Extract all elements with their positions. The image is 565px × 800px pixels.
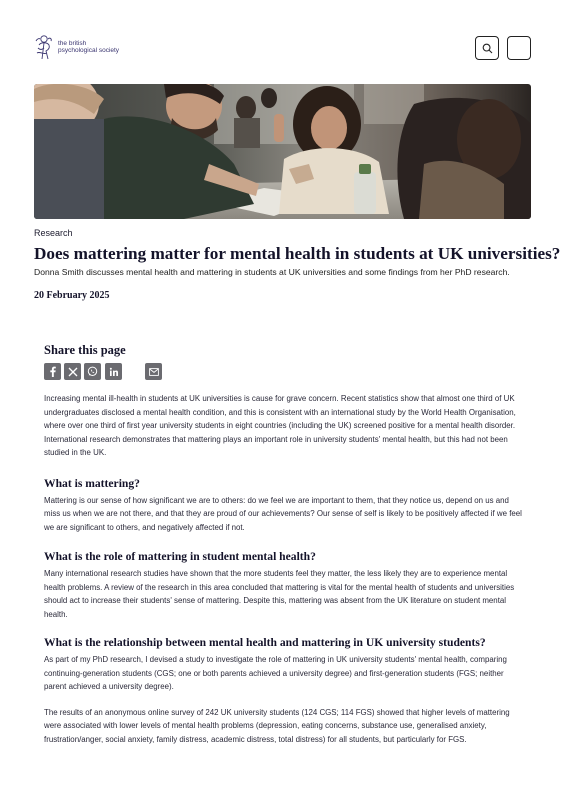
- logo-line1: the british: [58, 39, 87, 47]
- paragraph-relationship-1: As part of my PhD research, I devised a study to investigate the role of mattering in UK university students' mental health, comparing continuing-generation students (CGS; one or both parents achieved a university degree) and first-generation students (FGS; neither parent achieved a university degree).: [44, 655, 507, 691]
- article-body: [44, 392, 522, 746]
- whatsapp-icon: [87, 366, 98, 377]
- share-facebook-button[interactable]: [44, 363, 61, 380]
- search-icon: [482, 43, 493, 54]
- share-title: Share this page: [44, 343, 126, 357]
- paragraph-role-of-mattering: Many international research studies have shown that the more students feel they matter, the less likely they are to experience mental health problems. A review of the research in this area concluded that mattering is vital for the mental health of students and universities should act to increase their students' sense of mattering. Despite this, mattering was absent from the UK literature on student mental health.: [44, 569, 515, 619]
- share-x-button[interactable]: [64, 363, 81, 380]
- site-header: [0, 0, 565, 82]
- heading-role-of-mattering: What is the role of mattering in student mental health?: [44, 550, 316, 563]
- article-date: 20 February 2025: [34, 290, 110, 301]
- search-button[interactable]: [475, 36, 499, 60]
- logo-wordmark: [58, 40, 119, 55]
- article-subtitle: Donna Smith discusses mental health and mattering in students at UK universities and some findings from her PhD research.: [34, 267, 510, 277]
- article-title: Does mattering matter for mental health in students at UK universities?: [34, 244, 561, 263]
- paragraph-what-is-mattering: Mattering is our sense of how significant we are to others: do we feel we are important to them, that they notice us, depend on us and miss us when we are not there, and that they are proud of our achievements? Our sense of self is likely to be positively affected if we feel we are significant to others, and negatively affected if not.: [44, 495, 522, 532]
- intro-paragraph: Increasing mental ill-health in students at UK universities is cause for grave concern. Recent statistics show that almost one third of UK undergraduates disclosed a mental health condition, and this is consistent with an international study by the World Health Organisation, where over one third of first year university students in eight countries (including the UK) screened positive for a mental health disorder. International research demonstrates that mattering plays an important role in university students' mental health, but this had not been studied in the UK.: [44, 394, 516, 457]
- x-icon: [68, 367, 78, 377]
- hero-image: [34, 84, 531, 219]
- share-whatsapp-button[interactable]: [84, 363, 101, 380]
- email-icon: [149, 368, 159, 376]
- facebook-icon: [48, 366, 57, 377]
- paragraph-relationship-2: The results of an anonymous online survey of 242 UK university students (124 CGS; 114 FGS) showed that higher levels of mattering were associated with lower levels of mental health problems (depression, eating concerns, substance use, generalised anxiety, frustration/anger, social anxiety, family distress, academic distress, total distress) for all students, but particularly for FGS.: [44, 707, 510, 744]
- share-linkedin-button[interactable]: [105, 363, 122, 380]
- article-category[interactable]: Research: [34, 228, 73, 238]
- logo-figure-icon: [34, 33, 54, 61]
- heading-relationship: What is the relationship between mental health and mattering in UK university students?: [44, 636, 486, 649]
- heading-what-is-mattering: What is mattering?: [44, 476, 140, 490]
- logo-line2: psychological society: [58, 47, 120, 54]
- students-studying-photo: [34, 84, 531, 219]
- linkedin-icon: [109, 367, 119, 377]
- menu-button[interactable]: [507, 36, 531, 60]
- share-email-button[interactable]: [145, 363, 162, 380]
- bps-logo[interactable]: [34, 33, 119, 61]
